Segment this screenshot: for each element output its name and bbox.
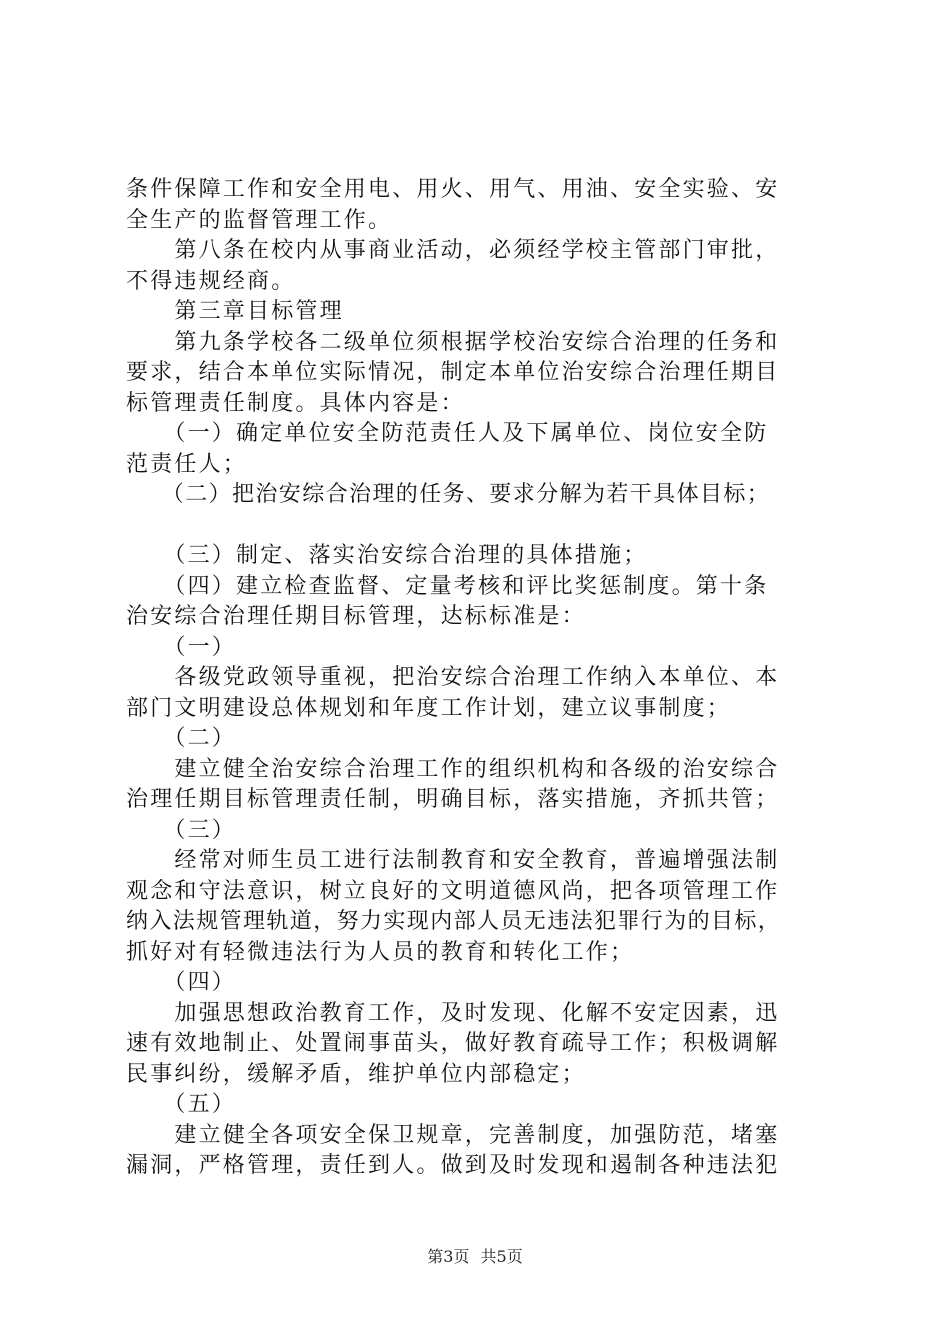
text-line: 第九条学校各二级单位须根据学校治安综合治理的任务和: [126, 329, 780, 355]
list-marker: （二）: [126, 726, 237, 751]
page-total: 共5页: [480, 1247, 523, 1266]
text-line: （一）确定单位安全防范责任人及下属单位、岗位安全防: [126, 421, 769, 446]
text-line: （二）把治安综合治理的任务、要求分解为若干具体目标；: [126, 482, 771, 507]
text-line: 抓好对有轻微违法行为人员的教育和转化工作；: [126, 939, 635, 965]
text-line: 观念和守法意识，树立良好的文明道德风尚，把各项管理工作: [126, 878, 780, 904]
text-line: 加强思想政治教育工作，及时发现、化解不安定因素，迅: [126, 1000, 780, 1026]
text-line: 民事纠纷，缓解矛盾，维护单位内部稳定；: [126, 1061, 586, 1087]
list-marker: （五）: [126, 1092, 237, 1117]
list-marker: （三）: [126, 817, 237, 843]
text-line: 纳入法规管理轨道，努力实现内部人员无违法犯罪行为的目标，: [126, 909, 782, 934]
text-line: 标管理责任制度。具体内容是：: [126, 390, 465, 416]
text-line: 要求，结合本单位实际情况，制定本单位治安综合治理任期目: [126, 360, 780, 385]
text-line: 各级党政领导重视，把治安综合治理工作纳入本单位、本: [126, 665, 780, 690]
text-line: 部门文明建设总体规划和年度工作计划，建立议事制度；: [126, 695, 732, 721]
list-marker: （一）: [126, 634, 237, 660]
page-number: 第3页: [427, 1247, 470, 1266]
text-line: （三）制定、落实治安综合治理的具体措施；: [126, 543, 648, 568]
text-line: 治安综合治理任期目标管理，达标标准是：: [126, 604, 586, 629]
text-line: 全生产的监督管理工作。: [126, 207, 393, 233]
text-line: 不得违规经商。: [126, 268, 296, 294]
text-line: 经常对师生员工进行法制教育和安全教育，普遍增强法制: [126, 848, 780, 873]
document-body: [126, 175, 846, 1182]
text-line: （四）建立检查监督、定量考核和评比奖惩制度。第十条: [126, 573, 769, 599]
text-line: 建立健全治安综合治理工作的组织机构和各级的治安综合: [126, 756, 780, 782]
text-line: 漏洞，严格管理，责任到人。做到及时发现和遏制各种违法犯: [126, 1153, 780, 1178]
text-line: 建立健全各项安全保卫规章，完善制度，加强防范，堵塞: [126, 1122, 780, 1148]
text-line: 第八条在校内从事商业活动，必须经学校主管部门审批，: [126, 238, 780, 263]
list-marker: （四）: [126, 970, 237, 995]
section-heading: 第三章目标管理: [126, 299, 344, 324]
text-line: 速有效地制止、处置闹事苗头，做好教育疏导工作；积极调解: [126, 1031, 780, 1056]
blank-line: [126, 511, 846, 542]
text-line: 范责任人；: [126, 451, 248, 477]
page-footer: [0, 1244, 950, 1267]
text-line: 治理任期目标管理责任制，明确目标，落实措施，齐抓共管；: [126, 787, 780, 812]
text-line: 条件保障工作和安全用电、用火、用气、用油、安全实验、安: [126, 177, 780, 202]
